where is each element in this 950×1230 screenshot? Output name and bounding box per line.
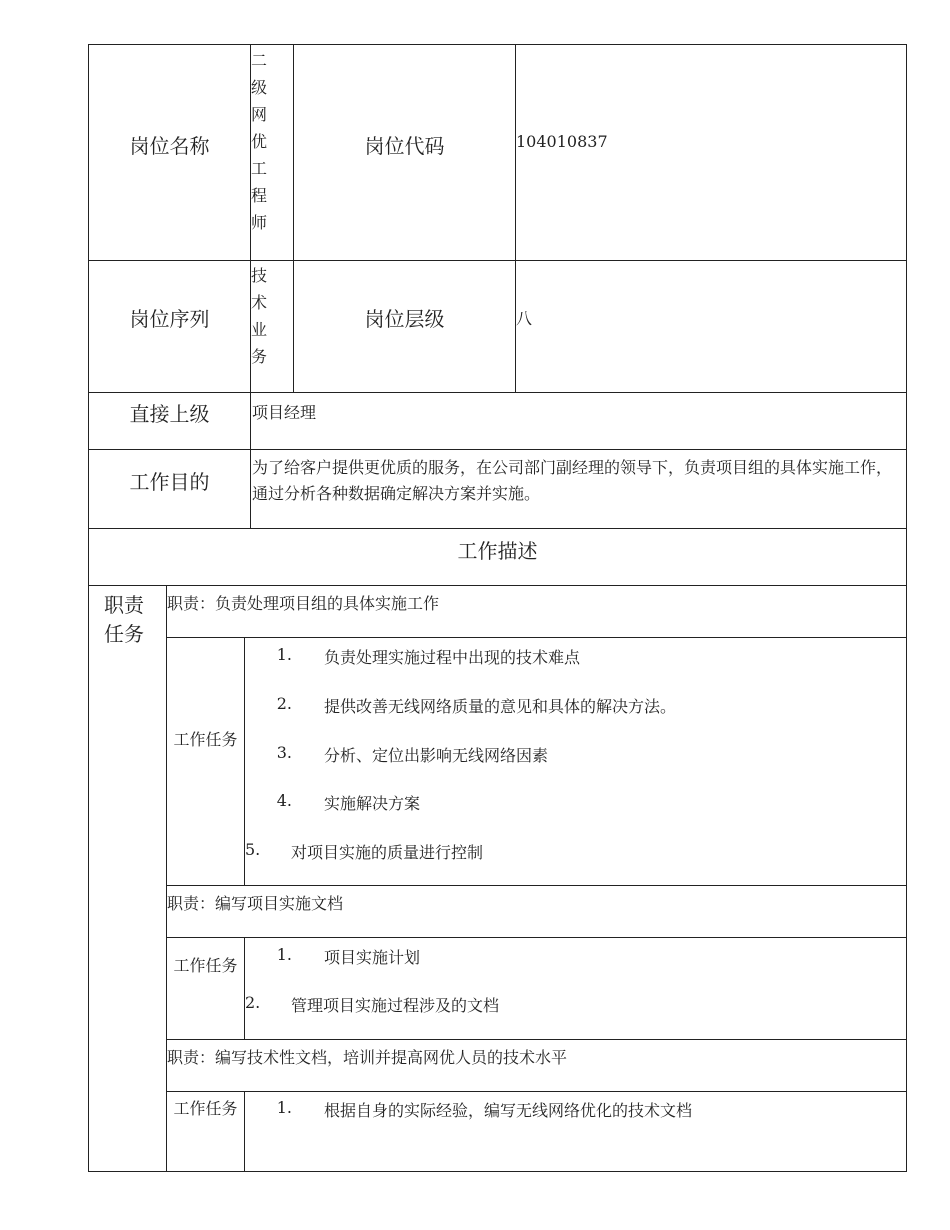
row-divider — [166, 885, 907, 886]
task-text: 对项目实施的质量进行控制 — [291, 843, 484, 862]
task-text: 项目实施计划 — [324, 948, 421, 967]
level-value: 八 — [516, 309, 533, 328]
duty-title: 职责：负责处理项目组的具体实施工作 — [167, 594, 440, 613]
row-divider — [88, 585, 907, 586]
superior-value: 项目经理 — [252, 403, 317, 422]
row-divider — [88, 449, 907, 450]
task-number: 1. — [276, 645, 292, 664]
column-divider — [244, 1091, 245, 1172]
purpose-label: 工作目的 — [129, 470, 210, 494]
task-text: 实施解决方案 — [324, 794, 421, 813]
level-label: 岗位层级 — [364, 307, 445, 331]
task-number: 1. — [276, 945, 292, 964]
column-divider — [244, 937, 245, 1040]
task-number: 5. — [245, 840, 261, 859]
post-code-label: 岗位代码 — [364, 134, 445, 158]
task-text: 提供改善无线网络质量的意见和具体的解决方法。 — [324, 697, 677, 716]
row-divider — [88, 260, 907, 261]
column-divider — [515, 44, 516, 393]
task-number: 2. — [276, 694, 292, 713]
superior-label: 直接上级 — [129, 402, 210, 426]
row-divider — [166, 1039, 907, 1040]
post-code-value: 104010837 — [516, 132, 608, 151]
sequence-label: 岗位序列 — [129, 307, 210, 331]
task-number: 4. — [276, 791, 292, 810]
duty-column-label: 职责任务 — [104, 593, 144, 646]
row-divider — [166, 937, 907, 938]
row-divider — [88, 392, 907, 393]
post-name-value: 二级网优工程师 — [251, 51, 268, 232]
post-name-label: 岗位名称 — [129, 134, 210, 158]
task-text: 管理项目实施过程涉及的文档 — [291, 996, 500, 1015]
task-number: 1. — [276, 1098, 292, 1117]
task-text: 分析、定位出影响无线网络因素 — [324, 746, 549, 765]
task-label: 工作任务 — [173, 956, 238, 975]
description-title: 工作描述 — [457, 539, 538, 563]
sequence-value: 技术业务 — [251, 266, 268, 366]
task-text: 负责处理实施过程中出现的技术难点 — [324, 648, 581, 667]
row-divider — [166, 1091, 907, 1092]
task-number: 3. — [276, 743, 292, 762]
column-divider — [166, 585, 167, 1172]
task-label: 工作任务 — [173, 1099, 238, 1118]
duty-title: 职责：编写项目实施文档 — [167, 894, 344, 913]
task-number: 2. — [245, 993, 261, 1012]
task-label: 工作任务 — [173, 730, 238, 749]
row-divider — [88, 528, 907, 529]
task-text: 根据自身的实际经验，编写无线网络优化的技术文档 — [324, 1101, 693, 1120]
row-divider — [166, 637, 907, 638]
purpose-value: 为了给客户提供更优质的服务，在公司部门副经理的领导下，负责项目组的具体实施工作，通过分析各种数据确定解决方案并实施。 — [252, 458, 893, 503]
column-divider — [293, 44, 294, 393]
duty-title: 职责：编写技术性文档，培训并提高网优人员的技术水平 — [167, 1048, 568, 1067]
